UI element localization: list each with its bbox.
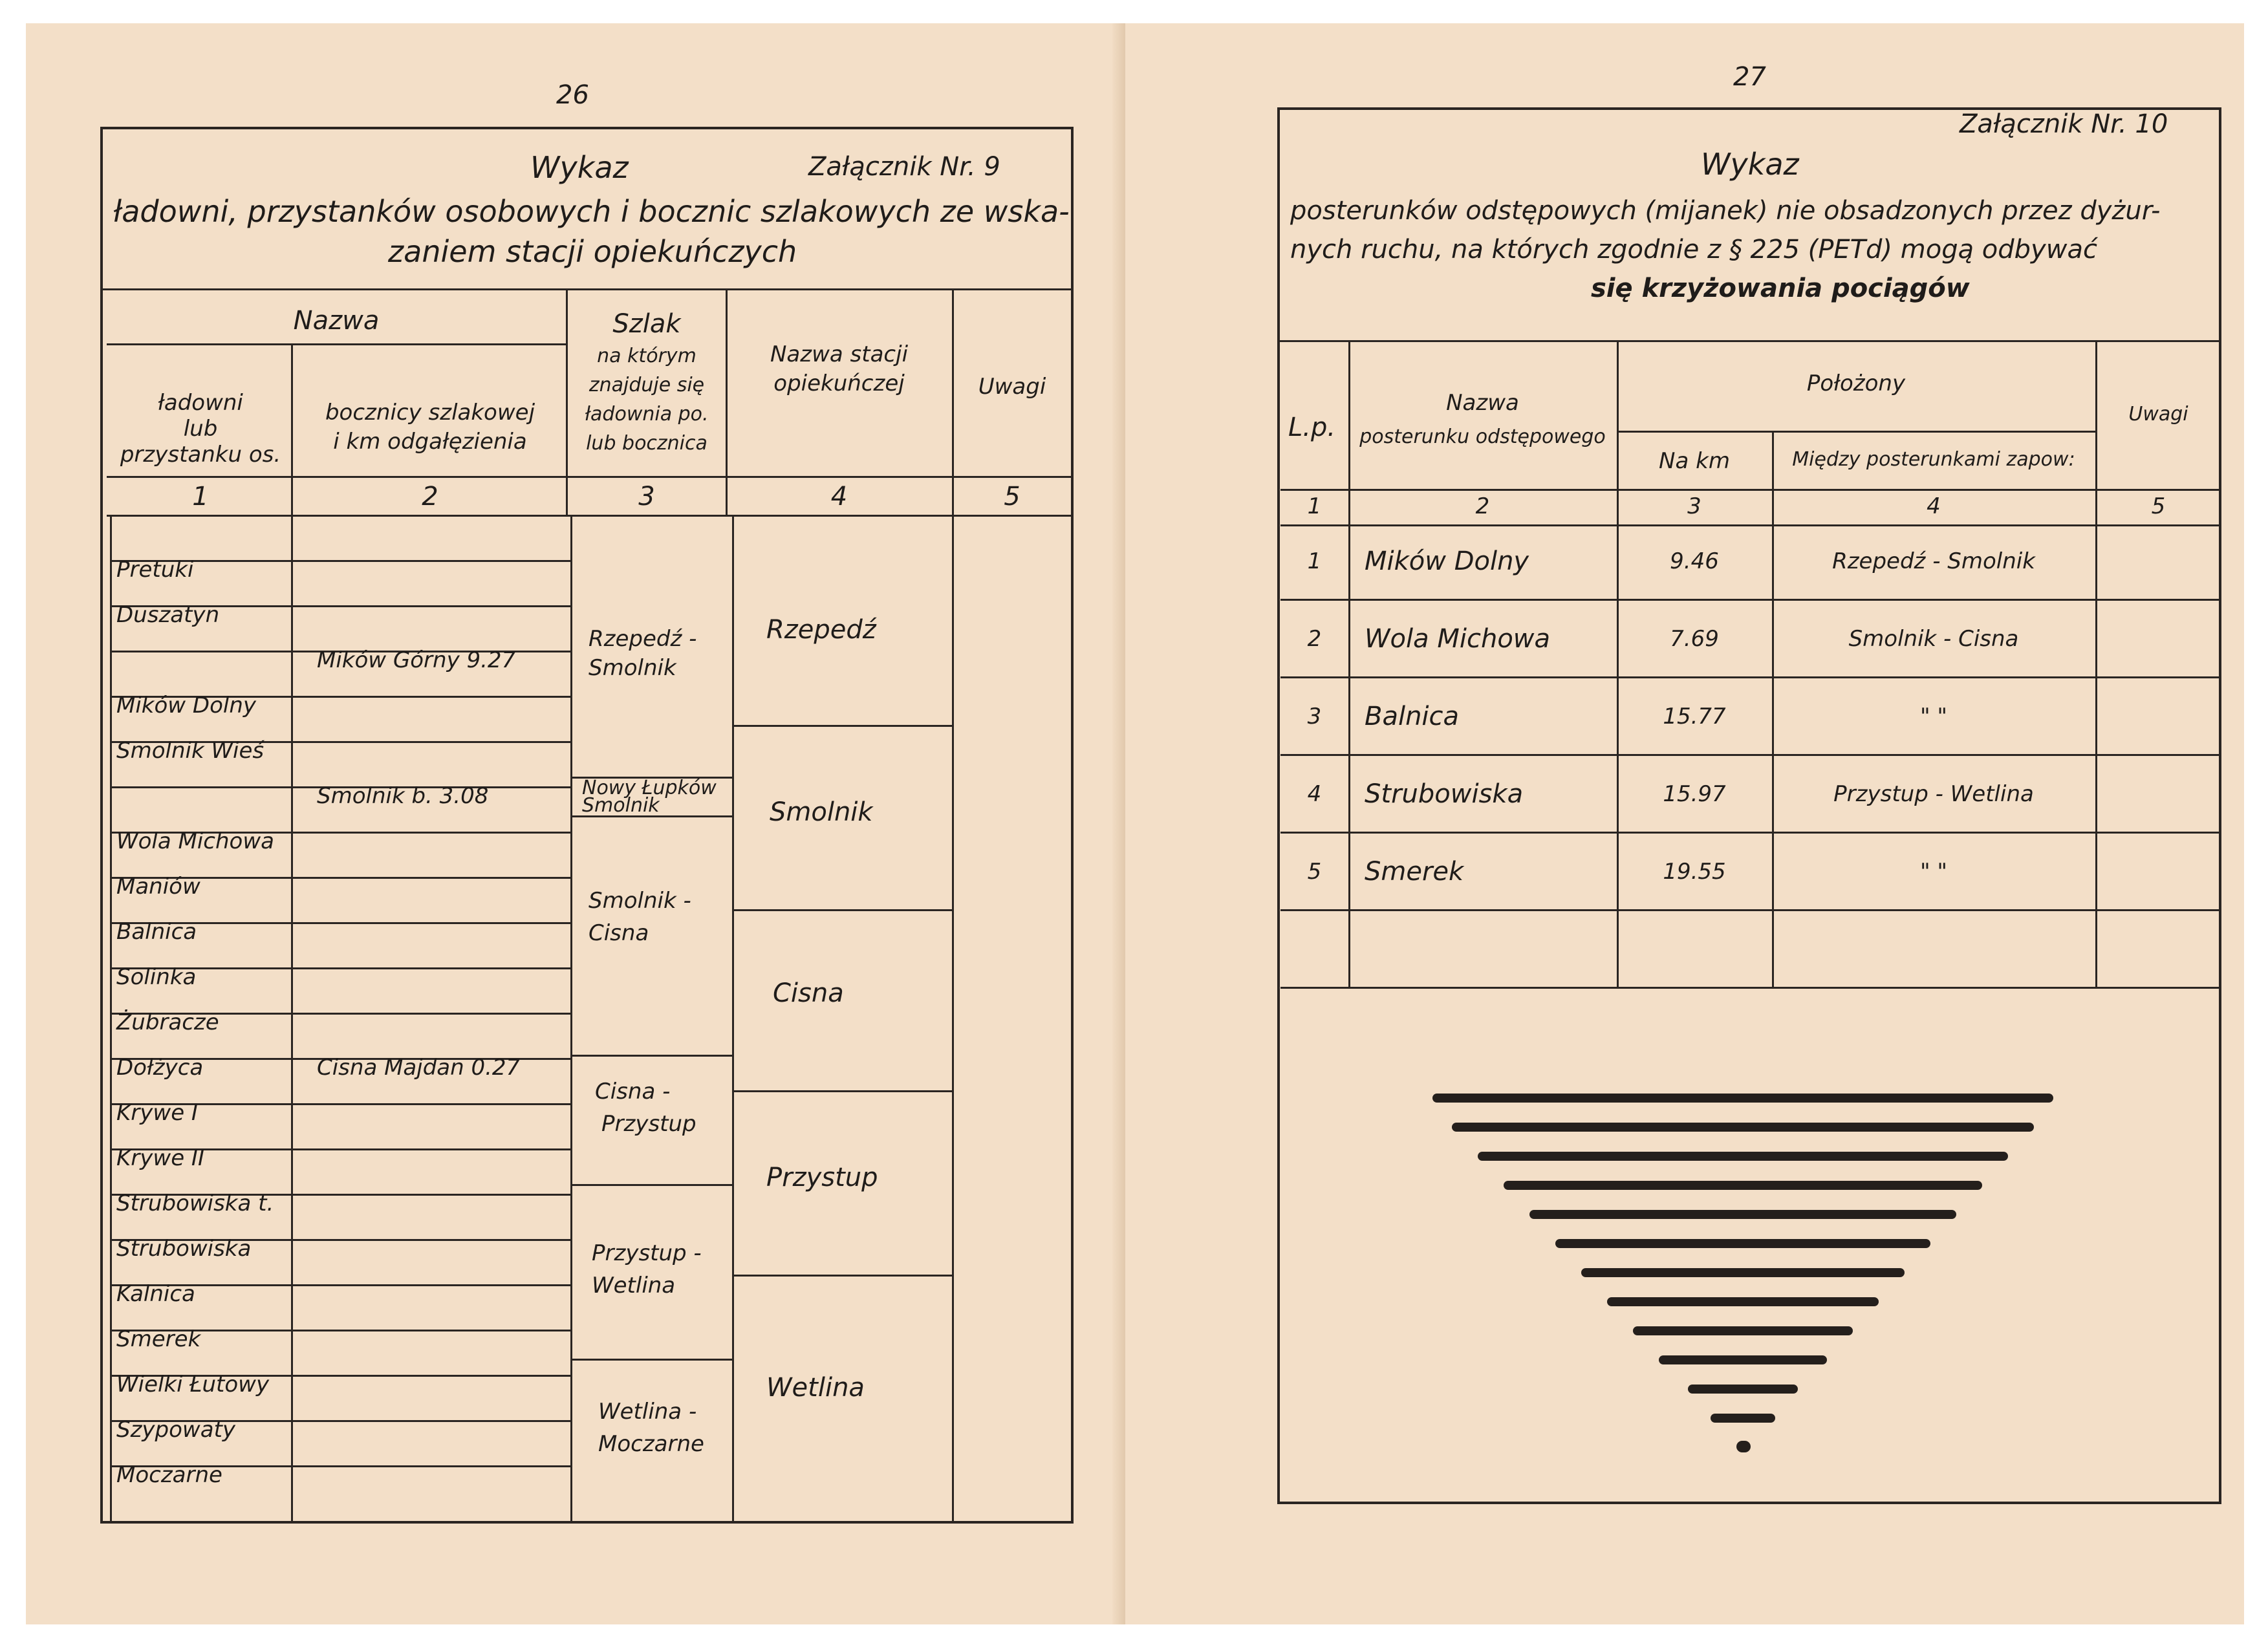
table-rule	[1280, 489, 2221, 491]
table-rule	[570, 515, 572, 1524]
table-rule	[1280, 599, 2221, 601]
table-rule	[570, 1359, 732, 1361]
row-number: 1	[1307, 548, 1322, 574]
loading-point-name: Szypowaty	[116, 1417, 236, 1443]
supervising-station: Cisna	[773, 978, 844, 1008]
ornament-bar	[1659, 1355, 1827, 1364]
loading-point-name: Wola Michowa	[116, 828, 274, 854]
table-rule	[1280, 754, 2221, 756]
route-section: Wetlina -	[598, 1399, 697, 1425]
loading-point-name: Krywe I	[116, 1100, 198, 1126]
ornament-bar	[1555, 1239, 1930, 1248]
route-section: Wetlina	[592, 1273, 676, 1299]
loading-point-name: Strubowiska t.	[116, 1191, 274, 1216]
table-rule	[1280, 832, 2221, 834]
ornament-bar	[1688, 1385, 1798, 1394]
table-rule	[726, 288, 728, 515]
row-number: 4	[1307, 781, 1322, 807]
table-rule	[1277, 340, 2221, 342]
page-number: 26	[556, 80, 589, 110]
route-section: Smolnik	[589, 655, 676, 681]
column-number: 2	[1475, 493, 1490, 519]
route-section: Nowy Łupków	[582, 777, 717, 799]
document-title: Wykaz	[530, 150, 629, 185]
right-page	[1125, 23, 2244, 1624]
km-value: 15.77	[1663, 704, 1726, 729]
loading-point-name: Pretuki	[116, 557, 194, 583]
document-subtitle: nych ruchu, na których zgodnie z § 225 (PETd) mogą odbywać	[1290, 235, 2097, 264]
route-section: Przystup -	[592, 1240, 702, 1266]
table-rule	[732, 515, 734, 1524]
siding-name-km: Mików Górny 9.27	[317, 647, 516, 673]
header-col3: ładownia po.	[585, 403, 709, 426]
supervising-station: Wetlina	[766, 1373, 865, 1403]
document-title: Wykaz	[1701, 147, 1799, 182]
header-between: Między posterunkami zapow:	[1792, 448, 2075, 471]
table-rule	[732, 1275, 952, 1277]
ornament-bar	[1711, 1414, 1775, 1423]
table-rule	[291, 515, 293, 1524]
between-posts: " "	[1919, 704, 1948, 729]
table-rule	[2095, 340, 2097, 987]
between-posts: Smolnik - Cisna	[1848, 626, 2019, 652]
loading-point-name: Strubowiska	[116, 1236, 252, 1262]
header-col4: opiekuńczej	[773, 371, 905, 396]
table-rule	[732, 1090, 952, 1092]
loading-point-name: Smolnik Wieś	[116, 738, 265, 764]
column-number: 2	[422, 482, 438, 512]
route-section: Przystup	[601, 1111, 697, 1137]
siding-name-km: Smolnik b. 3.08	[317, 783, 489, 809]
between-posts: " "	[1919, 859, 1948, 885]
route-section: Cisna -	[595, 1079, 671, 1105]
supervising-station: Smolnik	[770, 797, 873, 827]
table-rule	[952, 515, 954, 1524]
loading-point-name: Żubracze	[116, 1009, 219, 1035]
ornament-bar	[1529, 1210, 1956, 1219]
km-value: 7.69	[1670, 626, 1719, 652]
header-remarks: Uwagi	[2128, 403, 2188, 426]
document-subtitle: zaniem stacji opiekuńczych	[388, 234, 797, 269]
header-col1: przystanku os.	[120, 442, 281, 468]
route-section: Smolnik -	[589, 888, 691, 914]
header-km: Na km	[1659, 448, 1730, 474]
document-subtitle: posterunków odstępowych (mijanek) nie obsadzonych przez dyżur-	[1290, 196, 2161, 226]
km-value: 9.46	[1670, 548, 1719, 574]
loading-point-name: Mików Dolny	[116, 693, 256, 718]
loading-point-name: Solinka	[116, 964, 197, 990]
attachment-label: Załącznik Nr. 10	[1960, 109, 2168, 139]
header-nazwa: Nazwa	[293, 306, 380, 336]
ornament-bar	[1478, 1152, 2008, 1161]
header-col2: i km odgałęzienia	[333, 429, 527, 455]
loading-point-name: Duszatyn	[116, 602, 220, 628]
column-number: 3	[638, 482, 655, 512]
column-number: 3	[1687, 493, 1701, 519]
header-col2: bocznicy szlakowej	[325, 400, 535, 426]
table-rule	[1348, 340, 1350, 987]
table-rule	[1280, 676, 2221, 678]
header-located: Położony	[1806, 371, 1906, 396]
header-col4: Nazwa stacji	[770, 341, 909, 367]
table-rule	[107, 476, 1074, 478]
table-rule	[1280, 909, 2221, 911]
table-rule	[107, 343, 566, 345]
header-col1: lub	[183, 416, 218, 442]
column-number: 4	[1927, 493, 1941, 519]
ornament-bar	[1633, 1326, 1853, 1335]
column-number: 5	[1004, 482, 1021, 512]
header-lp: L.p.	[1288, 413, 1336, 442]
table-rule	[566, 288, 568, 515]
loading-point-name: Kalnica	[116, 1281, 195, 1307]
header-name: posterunku odstępowego	[1359, 426, 1606, 448]
table-rule	[1280, 987, 2221, 989]
ornament-bar	[1607, 1297, 1879, 1306]
header-col3: znajduje się	[589, 374, 705, 396]
scanned-booklet-spread	[26, 23, 2244, 1624]
route-section: Smolnik	[582, 794, 660, 817]
km-value: 15.97	[1663, 781, 1726, 807]
table-rule	[732, 725, 952, 727]
header-col3: na którym	[597, 345, 697, 367]
table-rule	[291, 343, 293, 515]
table-rule	[1772, 431, 1774, 987]
left-page	[26, 23, 1125, 1624]
table-rule	[110, 515, 112, 1524]
between-posts: Rzepedź - Smolnik	[1832, 548, 2035, 574]
post-name: Smerek	[1365, 857, 1464, 887]
table-rule	[1280, 524, 2221, 526]
ornament-dot	[1736, 1441, 1751, 1452]
ornament-bar	[1504, 1181, 1982, 1190]
table-rule	[732, 909, 952, 911]
route-section: Cisna	[589, 920, 649, 946]
ornament-bar	[1452, 1123, 2034, 1132]
page-number: 27	[1733, 62, 1766, 92]
column-number: 5	[2151, 493, 2166, 519]
post-name: Strubowiska	[1365, 779, 1524, 809]
header-col3: lub bocznica	[586, 432, 707, 455]
post-name: Mików Dolny	[1365, 546, 1529, 576]
header-col5: Uwagi	[978, 374, 1046, 400]
column-number: 1	[192, 482, 209, 512]
row-number: 2	[1307, 626, 1322, 652]
table-rule	[570, 1055, 732, 1057]
post-name: Wola Michowa	[1365, 624, 1551, 654]
attachment-label: Załącznik Nr. 9	[808, 152, 1000, 182]
loading-point-name: Dołżyca	[116, 1055, 204, 1081]
route-section: Moczarne	[598, 1431, 704, 1457]
siding-name-km: Cisna Majdan 0.27	[317, 1055, 521, 1081]
header-name: Nazwa	[1446, 390, 1519, 416]
route-section: Rzepedź -	[589, 626, 697, 652]
loading-point-name: Balnica	[116, 919, 197, 945]
row-number: 5	[1307, 859, 1322, 885]
supervising-station: Przystup	[766, 1163, 878, 1192]
table-rule	[570, 1184, 732, 1186]
table-rule	[107, 515, 1074, 517]
ornament-bar	[1432, 1094, 2053, 1103]
ornament-bar	[1581, 1268, 1905, 1277]
header-col3: Szlak	[612, 309, 681, 339]
document-subtitle: się krzyżowania pociągów	[1591, 274, 1970, 303]
table-rule	[100, 288, 1074, 290]
row-number: 3	[1307, 704, 1322, 729]
between-posts: Przystup - Wetlina	[1833, 781, 2034, 807]
column-number: 4	[830, 482, 848, 512]
loading-point-name: Maniów	[116, 874, 200, 900]
loading-point-name: Moczarne	[116, 1462, 222, 1488]
supervising-station: Rzepedź	[766, 615, 876, 645]
loading-point-name: Krywe II	[116, 1145, 204, 1171]
document-subtitle: ładowni, przystanków osobowych i bocznic szlakowych ze wska-	[113, 194, 1070, 229]
post-name: Balnica	[1365, 702, 1460, 731]
table-rule	[952, 288, 954, 515]
loading-point-name: Wielki Łutowy	[116, 1372, 270, 1397]
header-col1: ładowni	[158, 390, 243, 416]
column-number: 1	[1307, 493, 1322, 519]
km-value: 19.55	[1663, 859, 1726, 885]
loading-point-name: Smerek	[116, 1326, 201, 1352]
table-rule	[1617, 340, 1619, 987]
table-rule	[1617, 431, 2095, 433]
